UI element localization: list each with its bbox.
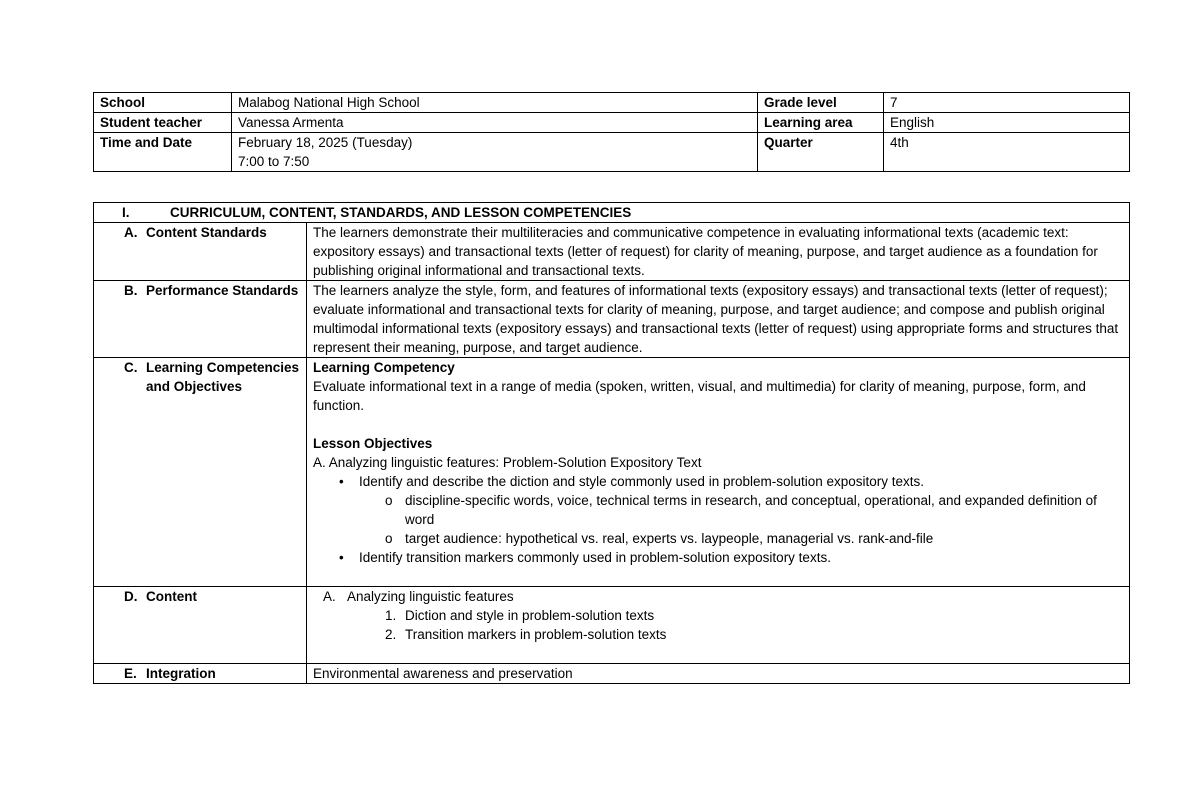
date-value: February 18, 2025 (Tuesday) xyxy=(238,135,413,150)
content-cell xyxy=(307,587,1130,664)
grade-level-value: 7 xyxy=(884,93,1130,113)
content-row xyxy=(94,587,1130,664)
competencies-letter: C. xyxy=(124,360,138,375)
objective-list xyxy=(313,472,1123,567)
objective-sub-bullet: o target audience: hypothetical vs. real, experts vs. laypeople, managerial vs. rank-and-file xyxy=(313,529,1123,548)
quarter-label: Quarter xyxy=(758,133,884,172)
section-number: I. xyxy=(122,205,130,220)
performance-standards-text: The learners analyze the style, form, and features of informational texts (expository essays) and transactional texts (letter of request); evaluate informational and transactional texts for clarity of meaning, purpose, and target audience; and compose and publish original multimodal informational texts (expository essays) and transactional texts (letter of request) using appropriate forms and structures that represent their meaning, purpose, and target audience. xyxy=(307,281,1130,358)
school-row xyxy=(94,93,1130,113)
student-teacher-label: Student teacher xyxy=(94,113,232,133)
school-label: School xyxy=(94,93,232,113)
content-item-a-text: Analyzing linguistic features xyxy=(347,589,514,604)
section-heading xyxy=(94,203,1130,223)
integration-label xyxy=(94,664,307,684)
time-value: 7:00 to 7:50 xyxy=(238,154,310,169)
performance-standards-title: Performance Standards xyxy=(146,283,299,298)
content-standards-row xyxy=(94,223,1130,281)
performance-standards-label xyxy=(94,281,307,358)
content-standards-letter: A. xyxy=(124,225,138,240)
content-item-a-letter: A. xyxy=(323,589,336,604)
performance-standards-letter: B. xyxy=(124,283,138,298)
objective-bullet: • Identify and describe the diction and style commonly used in problem-solution expository texts. xyxy=(313,472,1123,491)
competencies-row xyxy=(94,358,1130,587)
objectives-heading: Lesson Objectives xyxy=(313,436,433,451)
objective-a: A. Analyzing linguistic features: Problem-Solution Expository Text xyxy=(313,455,702,470)
content-standards-text: The learners demonstrate their multiliteracies and communicative competence in evaluating informational texts (academic text: expository essays) and transactional texts (letter of request) for clarity of meaning, purpose, and target audience as a foundation for publishing original informational and transactional texts. xyxy=(307,223,1130,281)
objective-bullet: • Identify transition markers commonly used in problem-solution expository texts. xyxy=(313,548,1123,567)
learning-area-value: English xyxy=(884,113,1130,133)
content-list-number: 1. xyxy=(385,608,397,623)
content-standards-title: Content Standards xyxy=(146,225,267,240)
competencies-title-line1: Learning Competencies xyxy=(146,360,300,375)
time-date-value xyxy=(232,133,758,172)
integration-title: Integration xyxy=(146,666,216,681)
competency-heading: Learning Competency xyxy=(313,360,455,375)
integration-letter: E. xyxy=(124,666,137,681)
content-standards-label xyxy=(94,223,307,281)
teacher-row xyxy=(94,113,1130,133)
section-header-row xyxy=(94,203,1130,223)
competencies-label xyxy=(94,358,307,587)
content-list-item xyxy=(313,606,1123,625)
competencies-title-line2: and Objectives xyxy=(146,379,243,394)
learning-area-label: Learning area xyxy=(758,113,884,133)
content-title: Content xyxy=(146,589,197,604)
section-title: CURRICULUM, CONTENT, STANDARDS, AND LESSON COMPETENCIES xyxy=(170,205,632,220)
time-row xyxy=(94,133,1130,172)
student-teacher-value: Vanessa Armenta xyxy=(232,113,758,133)
content-list xyxy=(313,606,1123,644)
content-item-a xyxy=(313,587,1123,606)
grade-level-label: Grade level xyxy=(758,93,884,113)
school-value: Malabog National High School xyxy=(232,93,758,113)
content-list-text: Transition markers in problem-solution texts xyxy=(405,627,667,642)
integration-row xyxy=(94,664,1130,684)
time-date-label: Time and Date xyxy=(94,133,232,172)
content-label xyxy=(94,587,307,664)
content-list-item xyxy=(313,625,1123,644)
spacer xyxy=(313,415,1123,434)
competency-text: Evaluate informational text in a range of media (spoken, written, visual, and multimedia) for clarity of meaning, purpose, form, and function. xyxy=(313,379,1086,413)
quarter-value: 4th xyxy=(884,133,1130,172)
performance-standards-row xyxy=(94,281,1130,358)
header-info-table xyxy=(93,92,1130,172)
competencies-cell xyxy=(307,358,1130,587)
content-letter: D. xyxy=(124,589,138,604)
integration-text: Environmental awareness and preservation xyxy=(307,664,1130,684)
content-list-text: Diction and style in problem-solution texts xyxy=(405,608,655,623)
objective-sub-bullet: o discipline-specific words, voice, technical terms in research, and conceptual, operational, and expanded definition of word xyxy=(313,491,1123,529)
content-list-number: 2. xyxy=(385,627,397,642)
curriculum-table xyxy=(93,202,1130,684)
